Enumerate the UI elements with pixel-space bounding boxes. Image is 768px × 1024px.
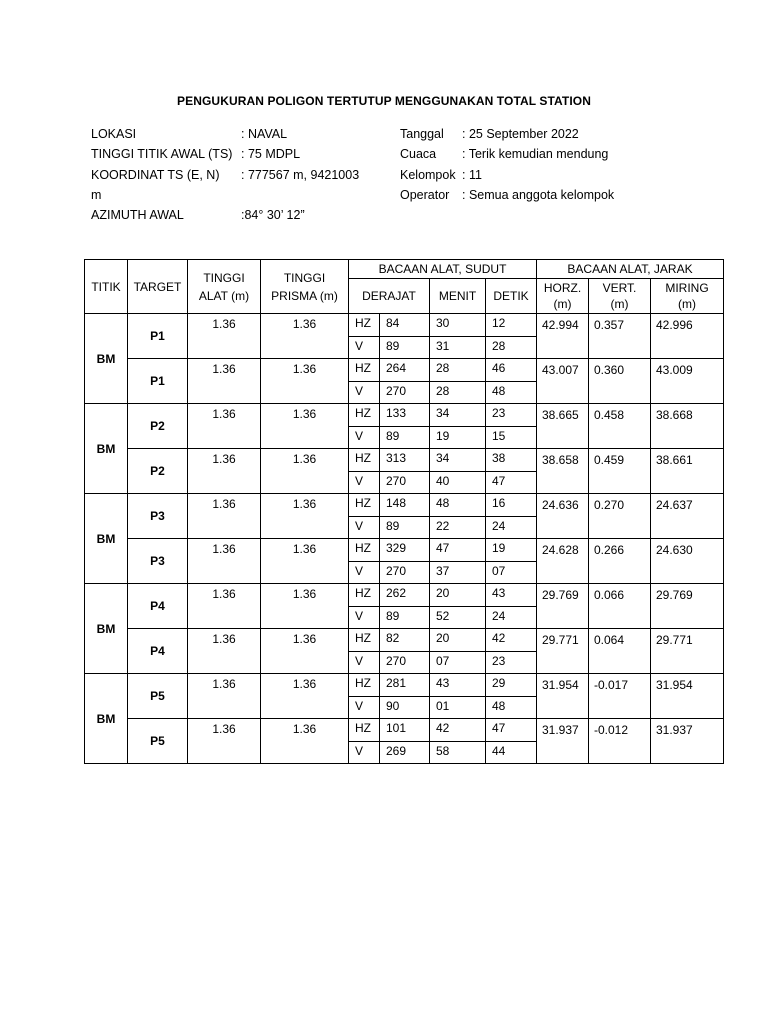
info-label-koordinat: KOORDINAT TS (E, N): [91, 167, 220, 182]
miring-cell: 24.630: [651, 539, 724, 584]
v-menit-cell: 37: [430, 562, 486, 584]
hz-label-cell: HZ: [349, 584, 380, 607]
info-value-cuaca: : Terik kemudian mendung: [462, 147, 609, 162]
hz-detik-cell: 43: [486, 584, 537, 607]
tinggi-alat-cell: 1.36: [188, 359, 261, 404]
info-labels-left: [91, 124, 232, 225]
hz-menit-cell: 30: [430, 314, 486, 337]
info-label-azimuth: AZIMUTH AWAL: [91, 208, 184, 223]
v-derajat-cell: 270: [380, 652, 430, 674]
v-label-cell: V: [349, 517, 380, 539]
hz-derajat-cell: 313: [380, 449, 430, 472]
v-derajat-cell: 270: [380, 382, 430, 404]
tinggi-alat-cell: 1.36: [188, 629, 261, 674]
target-cell: P3: [128, 539, 188, 584]
horz-cell: 24.636: [537, 494, 589, 539]
table-row: [85, 404, 724, 427]
tinggi-alat-cell: 1.36: [188, 584, 261, 629]
hz-label-cell: HZ: [349, 494, 380, 517]
tinggi-prisma-cell: 1.36: [261, 314, 349, 359]
info-label-kelompok: Kelompok: [400, 167, 456, 182]
hz-label-cell: HZ: [349, 539, 380, 562]
document-title: PENGUKURAN POLIGON TERTUTUP MENGGUNAKAN TOTAL STATION: [177, 94, 591, 108]
vert-cell: 0.064: [589, 629, 651, 674]
table-row: [85, 629, 724, 652]
table-row: [85, 494, 724, 517]
v-label-cell: V: [349, 652, 380, 674]
v-derajat-cell: 89: [380, 517, 430, 539]
target-cell: P1: [128, 359, 188, 404]
miring-cell: 31.937: [651, 719, 724, 764]
vert-cell: 0.360: [589, 359, 651, 404]
horz-cell: 24.628: [537, 539, 589, 584]
vert-cell: -0.017: [589, 674, 651, 719]
v-detik-cell: 47: [486, 472, 537, 494]
info-value-unit: [241, 185, 359, 205]
tinggi-prisma-cell: 1.36: [261, 674, 349, 719]
tinggi-prisma-cell: 1.36: [261, 539, 349, 584]
info-value-tinggi: : 75 MDPL: [241, 147, 301, 162]
v-menit-cell: 22: [430, 517, 486, 539]
info-label-cuaca: Cuaca: [400, 147, 437, 162]
v-derajat-cell: 269: [380, 742, 430, 764]
v-menit-cell: 28: [430, 382, 486, 404]
titik-cell: BM: [85, 494, 128, 584]
v-derajat-cell: 89: [380, 607, 430, 629]
target-cell: P2: [128, 404, 188, 449]
header-titik: TITIK: [85, 260, 128, 314]
miring-cell: 24.637: [651, 494, 724, 539]
vert-cell: 0.066: [589, 584, 651, 629]
target-cell: P5: [128, 719, 188, 764]
v-derajat-cell: 89: [380, 337, 430, 359]
hz-label-cell: HZ: [349, 404, 380, 427]
hz-menit-cell: 28: [430, 359, 486, 382]
v-menit-cell: 01: [430, 697, 486, 719]
hz-label-cell: HZ: [349, 674, 380, 697]
tinggi-alat-cell: 1.36: [188, 494, 261, 539]
hz-derajat-cell: 264: [380, 359, 430, 382]
hz-detik-cell: 42: [486, 629, 537, 652]
horz-cell: 38.658: [537, 449, 589, 494]
hz-derajat-cell: 133: [380, 404, 430, 427]
target-cell: P3: [128, 494, 188, 539]
header-miring: MIRING (m): [651, 279, 724, 314]
v-detik-cell: 28: [486, 337, 537, 359]
v-derajat-cell: 270: [380, 472, 430, 494]
vert-cell: 0.357: [589, 314, 651, 359]
tinggi-alat-cell: 1.36: [188, 719, 261, 764]
hz-label-cell: HZ: [349, 719, 380, 742]
v-label-cell: V: [349, 427, 380, 449]
tinggi-prisma-cell: 1.36: [261, 449, 349, 494]
target-cell: P4: [128, 584, 188, 629]
hz-detik-cell: 12: [486, 314, 537, 337]
vert-cell: -0.012: [589, 719, 651, 764]
hz-detik-cell: 38: [486, 449, 537, 472]
hz-derajat-cell: 329: [380, 539, 430, 562]
tinggi-alat-cell: 1.36: [188, 449, 261, 494]
horz-cell: 31.954: [537, 674, 589, 719]
tinggi-prisma-cell: 1.36: [261, 719, 349, 764]
table-row: [85, 359, 724, 382]
hz-detik-cell: 19: [486, 539, 537, 562]
hz-menit-cell: 48: [430, 494, 486, 517]
header-bacaan-sudut: BACAAN ALAT, SUDUT: [349, 260, 537, 279]
hz-label-cell: HZ: [349, 314, 380, 337]
tinggi-alat-cell: 1.36: [188, 674, 261, 719]
v-detik-cell: 15: [486, 427, 537, 449]
info-value-lokasi: : NAVAL: [241, 127, 288, 141]
hz-detik-cell: 16: [486, 494, 537, 517]
header-row-1: [85, 260, 724, 279]
miring-cell: 38.668: [651, 404, 724, 449]
hz-menit-cell: 20: [430, 629, 486, 652]
v-menit-cell: 19: [430, 427, 486, 449]
hz-label-cell: HZ: [349, 449, 380, 472]
table-row: [85, 584, 724, 607]
v-detik-cell: 44: [486, 742, 537, 764]
miring-cell: 38.661: [651, 449, 724, 494]
horz-cell: 31.937: [537, 719, 589, 764]
table-row: [85, 449, 724, 472]
tinggi-prisma-cell: 1.36: [261, 629, 349, 674]
info-value-tanggal: : 25 September 2022: [462, 127, 579, 141]
hz-menit-cell: 43: [430, 674, 486, 697]
target-cell: P1: [128, 314, 188, 359]
v-label-cell: V: [349, 562, 380, 584]
v-menit-cell: 07: [430, 652, 486, 674]
hz-menit-cell: 34: [430, 449, 486, 472]
info-value-koordinat: : 777567 m, 9421003: [241, 167, 360, 182]
info-labels-right: [400, 124, 456, 205]
v-detik-cell: 24: [486, 607, 537, 629]
horz-cell: 43.007: [537, 359, 589, 404]
target-cell: P5: [128, 674, 188, 719]
table-row: [85, 539, 724, 562]
miring-cell: 29.771: [651, 629, 724, 674]
tinggi-prisma-cell: 1.36: [261, 494, 349, 539]
info-values-right: [462, 124, 614, 205]
hz-detik-cell: 47: [486, 719, 537, 742]
hz-menit-cell: 42: [430, 719, 486, 742]
v-menit-cell: 40: [430, 472, 486, 494]
header-detik: DETIK: [486, 279, 537, 314]
header-horz: HORZ. (m): [537, 279, 589, 314]
header-bacaan-jarak: BACAAN ALAT, JARAK: [537, 260, 724, 279]
hz-derajat-cell: 281: [380, 674, 430, 697]
info-label-lokasi: LOKASI: [91, 127, 137, 141]
v-label-cell: V: [349, 472, 380, 494]
hz-menit-cell: 34: [430, 404, 486, 427]
target-cell: P2: [128, 449, 188, 494]
v-derajat-cell: 270: [380, 562, 430, 584]
v-label-cell: V: [349, 337, 380, 359]
titik-cell: BM: [85, 314, 128, 404]
table-body: [85, 314, 724, 764]
titik-cell: BM: [85, 404, 128, 494]
v-detik-cell: 07: [486, 562, 537, 584]
header-menit: MENIT: [430, 279, 486, 314]
vert-cell: 0.266: [589, 539, 651, 584]
hz-detik-cell: 29: [486, 674, 537, 697]
titik-cell: BM: [85, 584, 128, 674]
horz-cell: 38.665: [537, 404, 589, 449]
tinggi-prisma-cell: 1.36: [261, 584, 349, 629]
v-label-cell: V: [349, 697, 380, 719]
hz-detik-cell: 23: [486, 404, 537, 427]
info-value-kelompok: : 11: [462, 167, 482, 182]
hz-detik-cell: 46: [486, 359, 537, 382]
table-row: [85, 719, 724, 742]
table-row: [85, 674, 724, 697]
header-tinggi-alat: TINGGI ALAT (m): [188, 260, 261, 314]
info-label-tinggi: TINGGI TITIK AWAL (TS): [91, 147, 233, 162]
v-label-cell: V: [349, 382, 380, 404]
hz-label-cell: HZ: [349, 359, 380, 382]
miring-cell: 31.954: [651, 674, 724, 719]
hz-derajat-cell: 82: [380, 629, 430, 652]
vert-cell: 0.458: [589, 404, 651, 449]
horz-cell: 29.771: [537, 629, 589, 674]
hz-derajat-cell: 262: [380, 584, 430, 607]
info-label-tanggal: Tanggal: [400, 127, 444, 141]
titik-cell: BM: [85, 674, 128, 764]
target-cell: P4: [128, 629, 188, 674]
header-tinggi-prisma: TINGGI PRISMA (m): [261, 260, 349, 314]
vert-cell: 0.459: [589, 449, 651, 494]
table-row: [85, 314, 724, 337]
tinggi-alat-cell: 1.36: [188, 404, 261, 449]
info-value-azimuth: :84° 30’ 12”: [241, 208, 305, 223]
hz-label-cell: HZ: [349, 629, 380, 652]
hz-derajat-cell: 101: [380, 719, 430, 742]
tinggi-alat-cell: 1.36: [188, 314, 261, 359]
v-menit-cell: 52: [430, 607, 486, 629]
header-vert: VERT. (m): [589, 279, 651, 314]
horz-cell: 42.994: [537, 314, 589, 359]
tinggi-prisma-cell: 1.36: [261, 404, 349, 449]
hz-derajat-cell: 84: [380, 314, 430, 337]
info-label-operator: Operator: [400, 187, 450, 202]
v-label-cell: V: [349, 742, 380, 764]
v-detik-cell: 24: [486, 517, 537, 539]
v-detik-cell: 48: [486, 382, 537, 404]
v-derajat-cell: 90: [380, 697, 430, 719]
tinggi-alat-cell: 1.36: [188, 539, 261, 584]
info-label-unit: m: [91, 187, 102, 202]
info-values-left: [241, 124, 359, 225]
tinggi-prisma-cell: 1.36: [261, 359, 349, 404]
measurement-table: [84, 259, 724, 764]
v-label-cell: V: [349, 607, 380, 629]
miring-cell: 42.996: [651, 314, 724, 359]
info-value-operator: : Semua anggota kelompok: [462, 187, 615, 202]
header-derajat: DERAJAT: [349, 279, 430, 314]
v-menit-cell: 58: [430, 742, 486, 764]
miring-cell: 29.769: [651, 584, 724, 629]
v-derajat-cell: 89: [380, 427, 430, 449]
hz-menit-cell: 20: [430, 584, 486, 607]
v-detik-cell: 48: [486, 697, 537, 719]
header-target: TARGET: [128, 260, 188, 314]
horz-cell: 29.769: [537, 584, 589, 629]
miring-cell: 43.009: [651, 359, 724, 404]
hz-menit-cell: 47: [430, 539, 486, 562]
vert-cell: 0.270: [589, 494, 651, 539]
v-menit-cell: 31: [430, 337, 486, 359]
hz-derajat-cell: 148: [380, 494, 430, 517]
v-detik-cell: 23: [486, 652, 537, 674]
